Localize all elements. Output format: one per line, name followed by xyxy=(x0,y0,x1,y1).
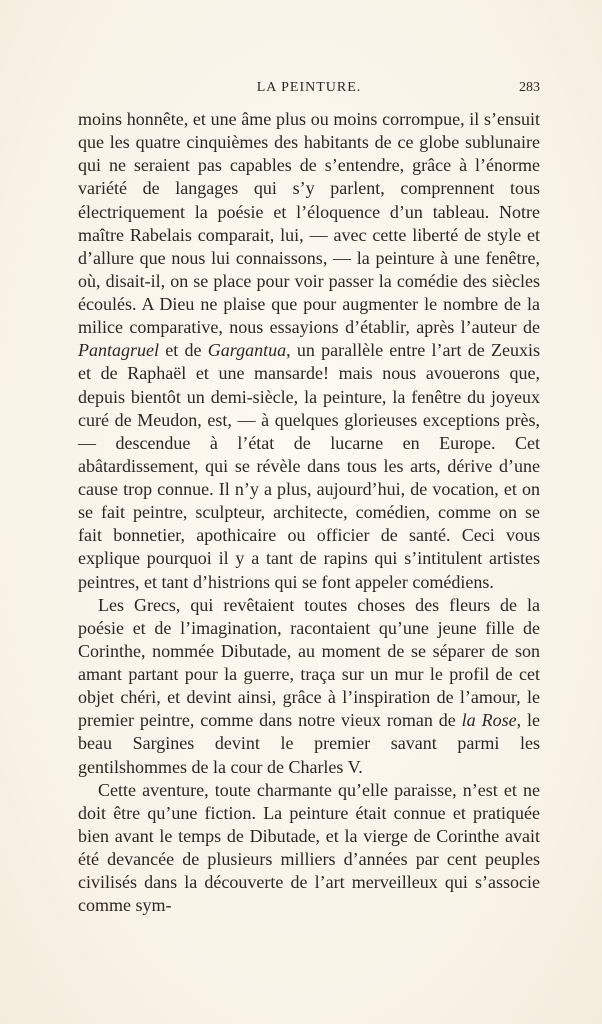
paragraph-3-text-1: Cette aventure, toute charmante qu’elle paraisse, n’est et ne doit être qu’une fiction. La peinture était connue et pratiquée bien avant le temps de Dibutade, et la vierge de Corinthe avait été devancée de plusieurs milliers d’années par cent peuples civilisés dans la découverte de l’art merveilleux qui s’associe comme sym- xyxy=(78,779,540,916)
title-pantagruel: Pantagruel xyxy=(78,340,159,361)
title-gargantua: Gargantua xyxy=(207,340,287,361)
paragraph-2-text-2: , le beau Sargines devint le premier savant parmi les gentilshommes de la cour de Charles V. xyxy=(78,710,540,777)
paragraph-1-text-3: , un parallèle entre l’art de Zeuxis et de Raphaël et une mansarde! mais nous avouerons que, depuis bientôt un demi-siècle, la peinture, la fenêtre du joyeux curé de Meudon, est, — à quelques glorieuses exceptions près, — descendue à l’état de lucarne en Europe. Cet abâtardissement, qui se révèle dans tous les arts, dérive d’une cause trop connue. Il n’y a plus, aujourd’hui, de vocation, et on se fait peintre, sculpteur, architecte, comédien, comme on se fait bonnetier, apothicaire ou officier de santé. Ceci vous explique pourquoi il y a tant de rapins qui s’intitulent artistes peintres, et tant d’histrions qui se font appeler comédiens. xyxy=(78,340,541,592)
paragraph-1-text-1: moins honnête, et une âme plus ou moins corrompue, il s’ensuit que les quatre cinquièmes des habitants de ce globe sublunaire qui ne seraient pas capables de s’entendre, grâce à l’énorme variété de langages qui s’y parlent, comprennent tous électriquement la poésie et l’éloquence d’un tableau. Notre maître Rabelais comparait, lui, — avec cette liberté de style et d’allure que nous lui connaissons, — la peinture à une fenêtre, où, disait-il, on se place pour voir passer la comédie des siècles écoulés. A Dieu ne plaise que pour augmenter le nombre de la milice comparative, nous essayions d’établir, après l’auteur de xyxy=(78,109,540,338)
paragraph-1-text-2: et de xyxy=(159,340,208,361)
paragraph-2-text-1: Les Grecs, qui revêtaient toutes choses des fleurs de la poésie et de l’imagination, racontaient qu’une jeune fille de Corinthe, nommée Dibutade, au moment de se séparer de son amant partant pour la guerre, traça sur un mur le profil de cet objet chéri, et devint ainsi, grâce à l’inspiration de l’amour, le premier peintre, comme dans notre vieux roman de xyxy=(78,594,540,731)
body-text xyxy=(78,108,540,917)
title-la-rose: la Rose xyxy=(461,710,517,731)
paragraph-2 xyxy=(78,594,540,779)
paragraph-1 xyxy=(78,108,540,594)
page-number: 283 xyxy=(519,80,540,95)
paragraph-3 xyxy=(78,779,540,918)
running-head: LA PEINTURE. xyxy=(256,80,362,95)
page-header xyxy=(78,80,540,100)
